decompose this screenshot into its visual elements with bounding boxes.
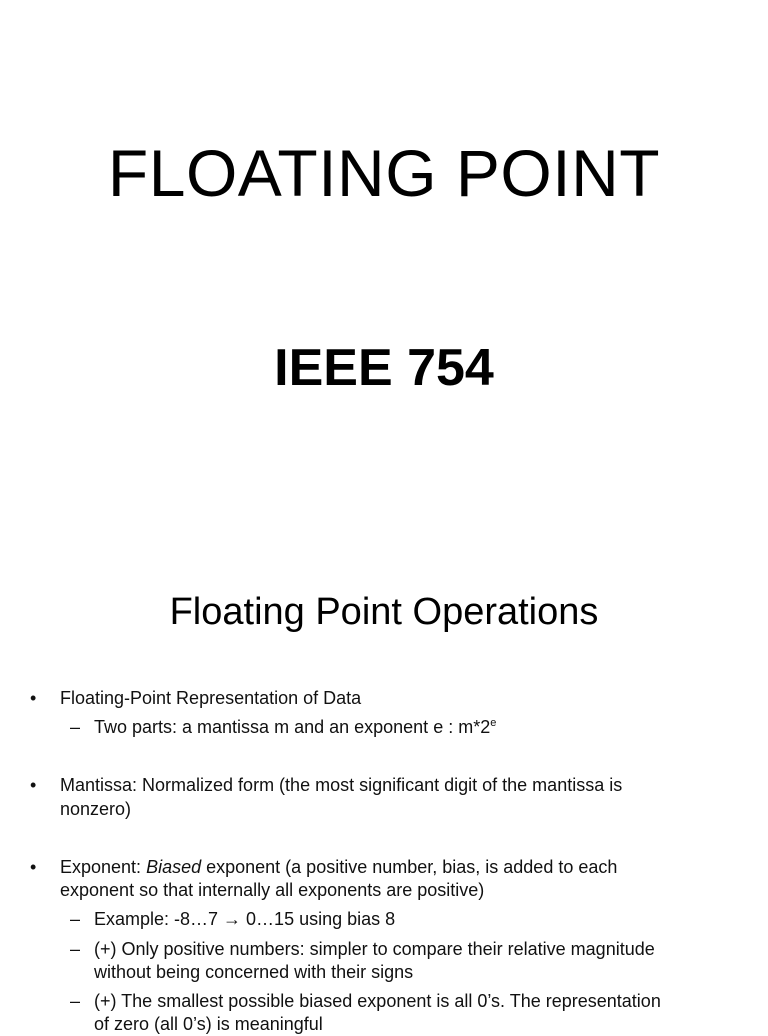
bullet-text: Mantissa: Normalized form (the most significant digit of the mantissa is bbox=[60, 775, 623, 795]
sub-bullet-marker: – bbox=[70, 991, 81, 1011]
sub-bullet-text-continuation: without being concerned with their signs bbox=[94, 962, 414, 982]
sub-bullet-marker: – bbox=[70, 909, 81, 929]
slide-title: FLOATING POINT bbox=[107, 136, 661, 210]
sub-bullet-text: Two parts: a mantissa m and an exponent e : m*2e bbox=[94, 717, 497, 737]
sub-bullet-marker: – bbox=[70, 939, 81, 959]
sub-bullet-text: Example: -8…7 → 0…15 using bias 8 bbox=[94, 909, 396, 929]
bullet-marker: • bbox=[30, 857, 37, 877]
section-heading: Floating Point Operations bbox=[169, 591, 599, 633]
sub-bullet-text: (+) The smallest possible biased exponent is all 0’s. The representation bbox=[94, 991, 661, 1011]
emphasis-text: Biased bbox=[146, 857, 202, 877]
exponent-superscript: e bbox=[490, 717, 497, 729]
bullet-marker: • bbox=[30, 688, 37, 708]
sub-bullet-text-continuation: of zero (all 0’s) is meaningful bbox=[94, 1014, 323, 1034]
bullet-text-continuation: nonzero) bbox=[60, 799, 132, 819]
bullet-text-continuation: exponent so that internally all exponents are positive) bbox=[60, 880, 485, 900]
slide-subtitle: IEEE 754 bbox=[274, 339, 494, 397]
sub-bullet-text: (+) Only positive numbers: simpler to compare their relative magnitude bbox=[94, 939, 655, 959]
bullet-text: Exponent: Biased exponent (a positive number, bias, is added to each bbox=[60, 857, 618, 877]
bullet-marker: • bbox=[30, 775, 37, 795]
sub-bullet-marker: – bbox=[70, 717, 81, 737]
bullet-text: Floating-Point Representation of Data bbox=[60, 688, 362, 708]
